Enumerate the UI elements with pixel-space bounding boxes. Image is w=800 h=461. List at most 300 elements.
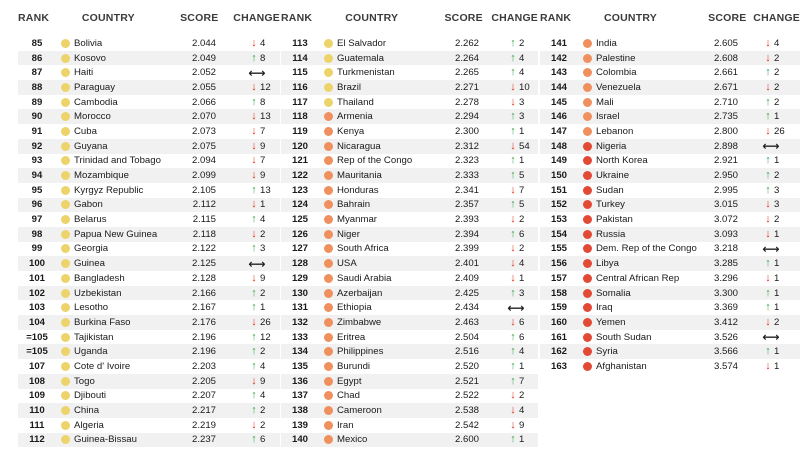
table-row [540, 315, 800, 330]
change-cell [216, 258, 280, 270]
peace-level-dot-icon [61, 421, 70, 430]
arrow-up-icon: ↑ [510, 51, 516, 64]
change-cell [216, 405, 280, 416]
country-cell: Georgia [74, 243, 109, 255]
score-cell: 2.710 [713, 96, 738, 108]
change-value: 1 [774, 258, 780, 270]
country-cell: Cuba [74, 125, 97, 137]
rank-cell: 157 [550, 272, 567, 284]
score-cell: 3.566 [713, 346, 738, 358]
country-cell: Rep of the Congo [337, 155, 413, 167]
rank-cell: 154 [550, 228, 567, 240]
arrow-down-icon: ↓ [510, 271, 516, 284]
change-cell [738, 67, 798, 78]
rank-cell: 145 [550, 96, 567, 108]
peace-level-dot-icon [324, 215, 333, 224]
table-row [540, 256, 800, 271]
country-cell: Kenya [337, 125, 365, 137]
rank-cell: 90 [31, 111, 43, 123]
change-cell [738, 140, 798, 152]
change-cell [738, 155, 798, 166]
change-value: 26 [774, 125, 785, 137]
change-cell [479, 302, 536, 314]
arrow-up-icon: ↑ [251, 433, 257, 446]
arrow-up-icon: ↑ [765, 257, 771, 270]
table-body [540, 36, 800, 374]
change-value: 4 [519, 405, 525, 417]
table-row [540, 124, 800, 139]
table-row [281, 227, 538, 242]
score-cell: 2.066 [191, 96, 216, 108]
table-row [281, 139, 538, 154]
country-cell: Thailand [337, 96, 374, 108]
change-cell [738, 346, 798, 357]
table-row [281, 344, 538, 359]
change-value: 5 [519, 199, 525, 211]
peace-level-dot-icon [583, 303, 592, 312]
change-header: CHANGE [491, 12, 539, 24]
score-cell: 2.128 [191, 272, 216, 284]
change-value: 2 [260, 346, 266, 358]
rank-cell: =105 [26, 346, 48, 358]
rank-cell: 151 [550, 184, 567, 196]
peace-level-dot-icon [324, 435, 333, 444]
country-cell: Pakistan [596, 214, 633, 226]
table-row [18, 212, 280, 227]
table-row [18, 359, 280, 374]
table-row [281, 168, 538, 183]
rank-cell: 103 [28, 302, 45, 314]
country-header: COUNTRY [345, 12, 399, 24]
country-cell: Armenia [337, 111, 373, 123]
rank-cell: 153 [550, 214, 567, 226]
ranking-column-2 [281, 10, 538, 447]
rank-cell: 160 [550, 316, 567, 328]
change-cell [479, 82, 536, 93]
change-cell [216, 155, 280, 166]
table-row [281, 242, 538, 257]
rank-cell: 136 [291, 375, 308, 387]
change-value: 1 [260, 302, 266, 314]
country-cell: Iran [337, 419, 354, 431]
change-cell [738, 258, 798, 269]
country-cell: Cote d' Ivoire [74, 360, 131, 372]
peace-level-dot-icon [324, 127, 333, 136]
peace-level-dot-icon [61, 406, 70, 415]
arrow-down-icon: ↓ [765, 36, 771, 49]
table-header [281, 10, 538, 26]
country-cell: Myanmar [337, 214, 377, 226]
rank-cell: 139 [291, 419, 308, 431]
table-row [281, 330, 538, 345]
arrow-up-icon: ↑ [765, 286, 771, 299]
change-cell [738, 38, 798, 49]
arrow-down-icon: ↓ [765, 359, 771, 372]
change-value: 3 [774, 184, 780, 196]
score-cell: 2.122 [191, 243, 216, 255]
rank-cell: 130 [291, 287, 308, 299]
change-value: 6 [519, 316, 525, 328]
peace-level-dot-icon [61, 230, 70, 239]
rank-cell: 162 [550, 346, 567, 358]
peace-level-dot-icon [583, 83, 592, 92]
rank-cell: 123 [291, 184, 308, 196]
rank-cell: 101 [28, 272, 45, 284]
score-cell: 2.166 [191, 287, 216, 299]
rank-header: RANK [281, 12, 313, 24]
score-cell: 2.434 [454, 302, 479, 314]
change-value: 1 [519, 360, 525, 372]
change-cell [479, 67, 536, 78]
country-cell: Nicaragua [337, 140, 381, 152]
change-value: 1 [519, 434, 525, 446]
arrow-up-icon: ↑ [765, 183, 771, 196]
change-value: 3 [519, 96, 525, 108]
change-cell [216, 97, 280, 108]
change-cell [738, 243, 798, 255]
rank-cell: 99 [31, 243, 43, 255]
score-cell: 2.265 [454, 67, 479, 79]
change-cell [216, 229, 280, 240]
change-value: 1 [774, 302, 780, 314]
table-row [540, 168, 800, 183]
rank-cell: 113 [292, 37, 308, 49]
score-cell: 3.300 [713, 287, 738, 299]
score-cell: 2.167 [191, 302, 216, 314]
change-cell [738, 126, 798, 137]
rank-cell: 143 [550, 67, 567, 79]
score-cell: 2.504 [454, 331, 479, 343]
country-cell: South Africa [337, 243, 389, 255]
rank-cell: 149 [550, 155, 567, 167]
change-cell [216, 376, 280, 387]
change-value: 2 [774, 81, 780, 93]
score-cell: 2.073 [191, 125, 216, 137]
table-row [18, 433, 280, 448]
change-value: 2 [260, 405, 266, 417]
score-cell: 2.671 [713, 81, 738, 93]
rank-cell: 125 [291, 214, 308, 226]
change-value: 9 [260, 375, 266, 387]
rank-cell: 148 [550, 140, 567, 152]
change-cell [738, 111, 798, 122]
country-cell: Guyana [74, 140, 108, 152]
country-cell: Paraguay [74, 81, 116, 93]
rank-cell: 129 [291, 272, 308, 284]
rank-cell: 135 [291, 360, 308, 372]
change-value: 6 [519, 228, 525, 240]
rank-cell: 141 [550, 37, 567, 49]
change-value: 4 [260, 37, 266, 49]
arrow-up-icon: ↑ [510, 330, 516, 343]
change-value: 2 [519, 214, 525, 226]
rank-cell: 95 [31, 184, 43, 196]
rank-cell: 121 [291, 155, 308, 167]
country-cell: Bahrain [337, 199, 371, 211]
country-cell: Djibouti [74, 390, 106, 402]
country-cell: Uzbekistan [74, 287, 122, 299]
peace-level-dot-icon [61, 186, 70, 195]
table-row [18, 198, 280, 213]
peace-level-dot-icon [61, 435, 70, 444]
table-row [281, 286, 538, 301]
country-header: COUNTRY [604, 12, 657, 24]
change-cell [479, 199, 536, 210]
rank-cell: 118 [292, 111, 308, 123]
arrow-down-icon: ↓ [251, 169, 257, 182]
peace-level-dot-icon [61, 142, 70, 151]
country-cell: Central African Rep [596, 272, 680, 284]
country-cell: Trinidad and Tobago [74, 155, 161, 167]
change-cell [738, 273, 798, 284]
change-cell [479, 420, 536, 431]
table-row [281, 389, 538, 404]
change-value: 12 [260, 331, 271, 343]
rank-cell: 144 [550, 81, 567, 93]
country-header: COUNTRY [81, 12, 135, 24]
table-row [281, 359, 538, 374]
peace-level-dot-icon [324, 274, 333, 283]
score-cell: 2.898 [713, 140, 738, 152]
country-cell: Burkina Faso [74, 316, 131, 328]
change-value: 10 [519, 81, 530, 93]
change-value: 9 [519, 419, 525, 431]
country-cell: Lesotho [74, 302, 109, 314]
peace-level-dot-icon [583, 54, 592, 63]
score-cell: 2.600 [454, 434, 479, 446]
table-row [18, 286, 280, 301]
rank-cell: 152 [550, 199, 567, 211]
arrow-up-icon: ↑ [765, 154, 771, 167]
score-cell: 2.401 [454, 258, 479, 270]
change-value: 1 [774, 111, 780, 123]
change-cell [479, 332, 536, 343]
score-cell: 2.176 [191, 316, 216, 328]
change-cell [479, 317, 536, 328]
change-value: 2 [774, 316, 780, 328]
rank-cell: 116 [292, 81, 308, 93]
arrow-down-icon: ↓ [765, 315, 771, 328]
change-value: 2 [774, 67, 780, 79]
score-cell: 2.522 [454, 390, 479, 402]
score-cell: 2.115 [192, 214, 216, 226]
country-cell: Azerbaijan [337, 287, 383, 299]
rank-cell: 108 [28, 375, 45, 387]
peace-level-dot-icon [583, 156, 592, 165]
change-cell [479, 376, 536, 387]
change-value: 8 [260, 96, 266, 108]
change-value: 1 [774, 155, 780, 167]
peace-level-dot-icon [61, 259, 70, 268]
table-row [18, 139, 280, 154]
peace-level-dot-icon [583, 171, 592, 180]
change-cell [216, 420, 280, 431]
peace-level-dot-icon [583, 289, 592, 298]
peace-level-dot-icon [324, 244, 333, 253]
peace-level-dot-icon [583, 230, 592, 239]
change-cell [479, 214, 536, 225]
peace-level-dot-icon [583, 112, 592, 121]
no-change-icon: ⟷ [248, 256, 266, 271]
peace-level-dot-icon [583, 318, 592, 327]
country-cell: Mozambique [74, 170, 129, 182]
score-header: SCORE [444, 12, 483, 24]
arrow-up-icon: ↑ [251, 359, 257, 372]
peace-level-dot-icon [324, 347, 333, 356]
rank-cell: =105 [26, 331, 48, 343]
change-cell [479, 170, 536, 181]
score-cell: 2.125 [191, 258, 216, 270]
arrow-up-icon: ↑ [510, 169, 516, 182]
change-cell [216, 361, 280, 372]
score-cell: 2.203 [191, 360, 216, 372]
table-row [540, 344, 800, 359]
rank-cell: 110 [29, 405, 45, 417]
rank-cell: 158 [550, 287, 567, 299]
change-cell [479, 141, 536, 152]
change-value: 1 [519, 125, 525, 137]
arrow-down-icon: ↓ [765, 213, 771, 226]
change-value: 3 [774, 199, 780, 211]
country-cell: Syria [596, 346, 618, 358]
rank-cell: 102 [28, 287, 45, 299]
peace-level-dot-icon [61, 244, 70, 253]
country-cell: Zimbabwe [337, 316, 382, 328]
ranking-column-3 [540, 10, 800, 374]
change-value: 2 [774, 96, 780, 108]
change-value: 2 [774, 52, 780, 64]
arrow-up-icon: ↑ [510, 374, 516, 387]
arrow-up-icon: ↑ [510, 36, 516, 49]
country-cell: Uganda [74, 346, 108, 358]
change-value: 5 [519, 170, 525, 182]
arrow-up-icon: ↑ [251, 213, 257, 226]
arrow-up-icon: ↑ [765, 169, 771, 182]
no-change-icon: ⟷ [507, 300, 525, 315]
peace-level-dot-icon [583, 333, 592, 342]
country-cell: Philippines [337, 346, 384, 358]
peace-level-dot-icon [61, 362, 70, 371]
rank-cell: 134 [291, 346, 308, 358]
no-change-icon: ⟷ [762, 241, 780, 256]
arrow-up-icon: ↑ [251, 51, 257, 64]
country-cell: USA [337, 258, 357, 270]
score-cell: 2.516 [454, 346, 479, 358]
peace-level-dot-icon [324, 156, 333, 165]
table-row [540, 227, 800, 242]
change-value: 2 [774, 214, 780, 226]
change-cell [216, 199, 280, 210]
score-cell: 2.312 [454, 140, 479, 152]
peace-level-dot-icon [324, 421, 333, 430]
change-cell [738, 302, 798, 313]
score-cell: 2.099 [191, 170, 216, 182]
table-row [18, 65, 280, 80]
change-cell [216, 243, 280, 254]
table-row [540, 359, 800, 374]
rank-cell: 89 [31, 96, 43, 108]
arrow-down-icon: ↓ [510, 80, 516, 93]
table-row [540, 242, 800, 257]
peace-level-dot-icon [583, 127, 592, 136]
arrow-up-icon: ↑ [510, 110, 516, 123]
country-cell: Dem. Rep of the Congo [596, 243, 697, 255]
rank-header: RANK [18, 12, 50, 24]
rank-cell: 97 [31, 214, 43, 226]
table-row [540, 80, 800, 95]
peace-level-dot-icon [583, 186, 592, 195]
change-cell [479, 126, 536, 137]
change-value: 7 [260, 155, 266, 167]
change-value: 2 [774, 170, 780, 182]
country-cell: Papua New Guinea [74, 228, 158, 240]
country-cell: Ethiopia [337, 302, 372, 314]
table-row [540, 286, 800, 301]
arrow-up-icon: ↑ [510, 198, 516, 211]
change-cell [216, 273, 280, 284]
arrow-down-icon: ↓ [510, 183, 516, 196]
arrow-down-icon: ↓ [251, 124, 257, 137]
table-row [281, 271, 538, 286]
change-value: 3 [519, 111, 525, 123]
arrow-down-icon: ↓ [251, 139, 257, 152]
arrow-up-icon: ↑ [510, 124, 516, 137]
country-cell: Russia [596, 228, 626, 240]
country-cell: Guinea-Bissau [74, 434, 137, 446]
rank-cell: 127 [291, 243, 308, 255]
peace-level-dot-icon [324, 171, 333, 180]
score-cell: 2.800 [713, 125, 738, 137]
score-cell: 2.205 [191, 375, 216, 387]
arrow-up-icon: ↑ [251, 301, 257, 314]
peace-level-dot-icon [324, 406, 333, 415]
score-cell: 3.015 [713, 199, 738, 211]
country-cell: India [596, 37, 617, 49]
change-cell [216, 111, 280, 122]
country-cell: Turkmenistan [337, 67, 395, 79]
country-cell: Somalia [596, 287, 631, 299]
peace-level-dot-icon [583, 200, 592, 209]
change-cell [479, 97, 536, 108]
table-header [18, 10, 280, 26]
country-cell: Bolivia [74, 37, 103, 49]
change-header: CHANGE [233, 12, 280, 24]
change-cell [738, 199, 798, 210]
rank-cell: 161 [550, 331, 567, 343]
table-row [281, 315, 538, 330]
change-value: 7 [260, 125, 266, 137]
change-value: 4 [519, 52, 525, 64]
arrow-up-icon: ↑ [510, 227, 516, 240]
peace-level-dot-icon [61, 156, 70, 165]
arrow-up-icon: ↑ [510, 66, 516, 79]
arrow-down-icon: ↓ [510, 404, 516, 417]
peace-level-dot-icon [61, 68, 70, 77]
arrow-down-icon: ↓ [510, 95, 516, 108]
table-row [540, 183, 800, 198]
score-cell: 2.921 [713, 155, 738, 167]
score-cell: 2.608 [713, 52, 738, 64]
peace-level-dot-icon [61, 289, 70, 298]
score-cell: 2.300 [454, 125, 479, 137]
rank-cell: 91 [31, 125, 43, 137]
score-cell: 2.399 [454, 243, 479, 255]
rank-cell: 147 [550, 125, 567, 137]
country-cell: Egypt [337, 375, 362, 387]
change-cell [479, 434, 536, 445]
arrow-down-icon: ↓ [251, 227, 257, 240]
change-cell [216, 288, 280, 299]
